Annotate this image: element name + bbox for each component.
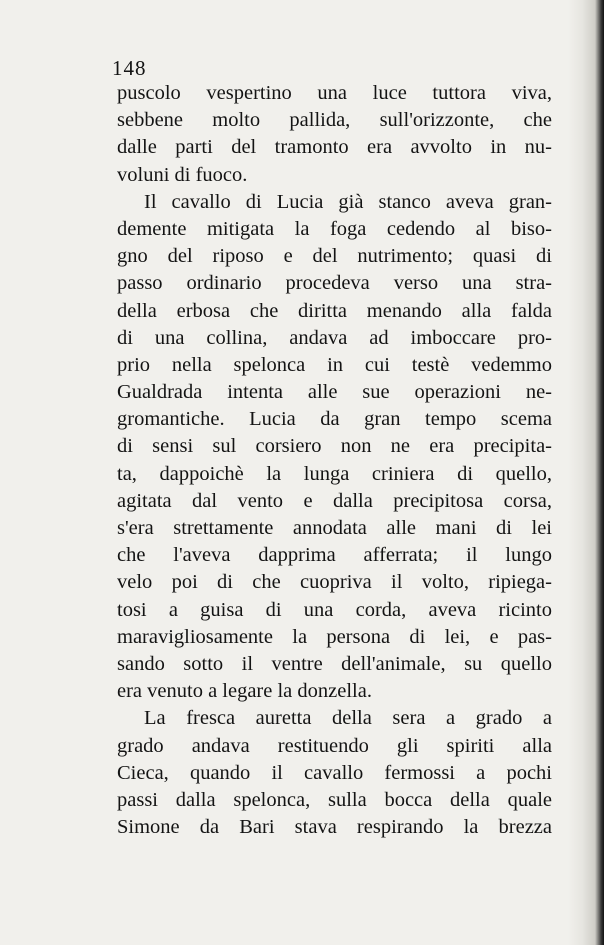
text-line: Simone da Bari stava respirando la brezza (117, 816, 552, 839)
text-line: Cieca, quando il cavallo fermossi a pochi (117, 761, 552, 784)
text-line: che l'aveva dapprima afferrata; il lungo (117, 544, 552, 567)
text-line: maravigliosamente la persona di lei, e pas- (117, 625, 552, 648)
text-line: gromantiche. Lucia da gran tempo scema (117, 408, 552, 431)
body-text (117, 80, 552, 841)
text-line: puscolo vespertino una luce tuttora viva, (117, 82, 552, 104)
text-line: grado andava restituendo gli spiriti alla (117, 734, 552, 757)
text-line: passo ordinario procedeva verso una stra- (117, 272, 552, 295)
text-line: tosi a guisa di una corda, aveva ricinto (117, 598, 552, 621)
text-line: passi dalla spelonca, sulla bocca della quale (117, 788, 552, 811)
text-line: Gualdrada intenta alle sue operazioni ne- (117, 381, 552, 404)
text-line: della erbosa che diritta menando alla falda (117, 299, 552, 322)
text-line: sando sotto il ventre dell'animale, su quello (117, 652, 552, 675)
text-line: gno del riposo e del nutrimento; quasi di (117, 245, 552, 268)
page-edge-shadow (568, 0, 604, 945)
text-line: velo poi di che cuopriva il volto, ripiega- (117, 571, 552, 594)
paragraph-start-line: Il cavallo di Lucia già stanco aveva gran- (144, 190, 552, 213)
text-line: di una collina, andava ad imboccare pro- (117, 326, 552, 349)
text-line: s'era strettamente annodata alle mani di lei (117, 517, 552, 539)
text-line: sebbene molto pallida, sull'orizzonte, che (117, 109, 552, 132)
text-line: di sensi sul corsiero non ne era precipita- (117, 435, 552, 458)
text-line: agitata dal vento e dalla precipitosa corsa, (117, 489, 552, 512)
text-line: prio nella spelonca in cui testè vedemmo (117, 353, 552, 376)
text-line: dalle parti del tramonto era avvolto in nu- (117, 136, 552, 159)
text-line: era venuto a legare la donzella. (117, 680, 372, 703)
text-line: voluni di fuoco. (117, 163, 248, 186)
paragraph-start-line: La fresca auretta della sera a grado a (144, 707, 552, 730)
text-line: ta, dappoichè la lunga criniera di quello, (117, 462, 552, 485)
page-number: 148 (112, 56, 147, 80)
text-line: demente mitigata la foga cedendo al biso- (117, 217, 552, 240)
